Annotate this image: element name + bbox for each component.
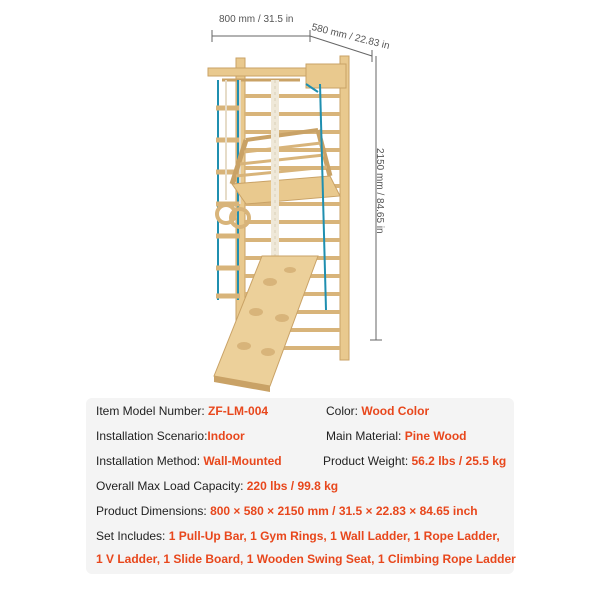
includes-value-line-1: 1 Pull-Up Bar, 1 Gym Rings, 1 Wall Ladder, 1 Rope Ladder,	[168, 529, 500, 543]
model-label: Item Model Number:	[96, 404, 205, 418]
includes-label: Set Includes:	[96, 529, 166, 543]
method-label: Installation Method:	[96, 454, 201, 468]
material-label: Main Material:	[326, 429, 402, 443]
includes-value-line-2: 1 V Ladder, 1 Slide Board, 1 Wooden Swing Seat, 1 Climbing Rope Ladder	[96, 552, 516, 566]
color-value: Wood Color	[361, 404, 430, 418]
scenario-row	[96, 429, 245, 443]
includes-row	[96, 529, 500, 543]
load-value: 220 lbs / 99.8 kg	[246, 479, 339, 493]
weight-label: Product Weight:	[323, 454, 409, 468]
scenario-value: Indoor	[207, 429, 245, 443]
height-dimension-label: 2150 mm / 84.65 in	[374, 148, 385, 234]
weight-value: 56.2 lbs / 25.5 kg	[411, 454, 507, 468]
includes-row-2	[96, 552, 516, 566]
material-value: Pine Wood	[404, 429, 467, 443]
specs-panel	[86, 398, 514, 574]
dims-label: Product Dimensions:	[96, 504, 207, 518]
color-row	[326, 404, 429, 418]
width-dimension-label: 800 mm / 31.5 in	[219, 14, 294, 25]
material-row	[326, 429, 466, 443]
load-row	[96, 479, 338, 493]
model-row	[96, 404, 268, 418]
color-label: Color:	[326, 404, 359, 418]
scenario-label: Installation Scenario:	[96, 429, 208, 443]
dims-value: 800 × 580 × 2150 mm / 31.5 × 22.83 × 84.65 inch	[210, 504, 478, 518]
slide-board	[214, 256, 318, 392]
load-label: Overall Max Load Capacity:	[96, 479, 244, 493]
weight-row	[323, 454, 506, 468]
depth-dimension-label: 580 mm / 22.83 in	[310, 22, 391, 53]
method-value: Wall-Mounted	[203, 454, 282, 468]
model-value: ZF-LM-004	[208, 404, 269, 418]
dims-row	[96, 504, 478, 518]
method-row	[96, 454, 282, 468]
